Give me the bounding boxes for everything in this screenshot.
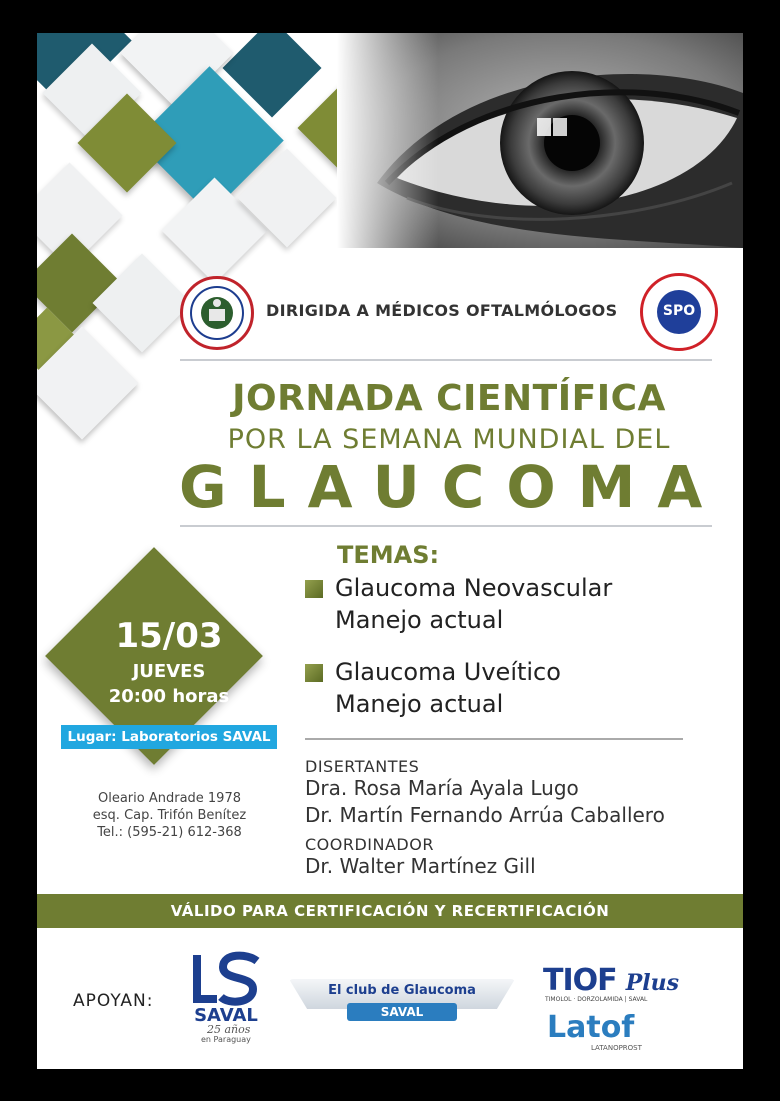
- title-line1: JORNADA CIENTÍFICA: [232, 378, 666, 419]
- audience-text: DIRIGIDA A MÉDICOS OFTALMÓLOGOS: [266, 301, 618, 320]
- club-saval-tag: SAVAL: [347, 1003, 457, 1021]
- certification-bar: VÁLIDO PARA CERTIFICACIÓN Y RECERTIFICACIÓN: [37, 894, 743, 928]
- event-date: 15/03: [115, 616, 223, 656]
- divider-top: [180, 359, 712, 361]
- divider-speakers: [305, 738, 683, 740]
- tiof-subtitle: TIMOLOL · DORZOLAMIDA | SAVAL: [545, 996, 648, 1003]
- speaker-name: Dra. Rosa María Ayala Lugo: [305, 776, 579, 800]
- tiof-wordmark: TIOF: [543, 963, 617, 998]
- bullet-square: [305, 580, 323, 598]
- temas-heading: TEMAS:: [337, 541, 440, 569]
- phone: Tel.: (595-21) 612-368: [97, 825, 242, 840]
- club-title: El club de Glaucoma: [328, 983, 476, 998]
- coordinator-heading: COORDINADOR: [305, 835, 434, 854]
- tiof-logo: [543, 963, 723, 1003]
- club-glaucoma-logo: [289, 975, 515, 1023]
- supporters-label: APOYAN:: [73, 991, 154, 1011]
- saval-name: SAVAL: [194, 1005, 258, 1026]
- ips-logo: [180, 276, 254, 350]
- speaker-name: Dr. Martín Fernando Arrúa Caballero: [305, 803, 665, 827]
- venue-badge: Lugar: Laboratorios SAVAL: [61, 725, 277, 749]
- latof-subtitle: LATANOPROST: [591, 1044, 642, 1052]
- divider-title: [180, 525, 712, 527]
- saval-years: 25 años: [207, 1023, 251, 1036]
- event-time: 20:00 horas: [108, 686, 230, 707]
- title-line2: POR LA SEMANA MUNDIAL DEL: [227, 424, 671, 455]
- poster: [37, 33, 743, 1069]
- event-day: JUEVES: [132, 661, 206, 682]
- tiof-plus: Plus: [625, 970, 679, 996]
- latof-wordmark: Latof: [547, 1010, 635, 1045]
- tema-subtitle: Manejo actual: [335, 606, 504, 634]
- coordinator-name: Dr. Walter Martínez Gill: [305, 854, 536, 878]
- bullet-square: [305, 664, 323, 682]
- tema-item: [305, 658, 561, 718]
- spo-logo: [640, 273, 718, 351]
- tema-subtitle: Manejo actual: [335, 690, 504, 718]
- latof-logo: [547, 1010, 687, 1050]
- address-line1: Oleario Andrade 1978: [97, 791, 241, 806]
- saval-logo: [187, 951, 265, 1046]
- speakers-heading: DISERTANTES: [305, 757, 420, 776]
- address-line2: esq. Cap. Trifón Benítez: [92, 808, 247, 823]
- spo-initials: SPO: [662, 303, 696, 319]
- tema-title: Glaucoma Uveítico: [335, 658, 561, 686]
- tema-title: Glaucoma Neovascular: [335, 574, 613, 602]
- title-line3: GLAUCOMA: [179, 453, 725, 521]
- eye-photo: [337, 33, 743, 248]
- tema-item: [305, 574, 612, 634]
- saval-country: en Paraguay: [201, 1035, 251, 1044]
